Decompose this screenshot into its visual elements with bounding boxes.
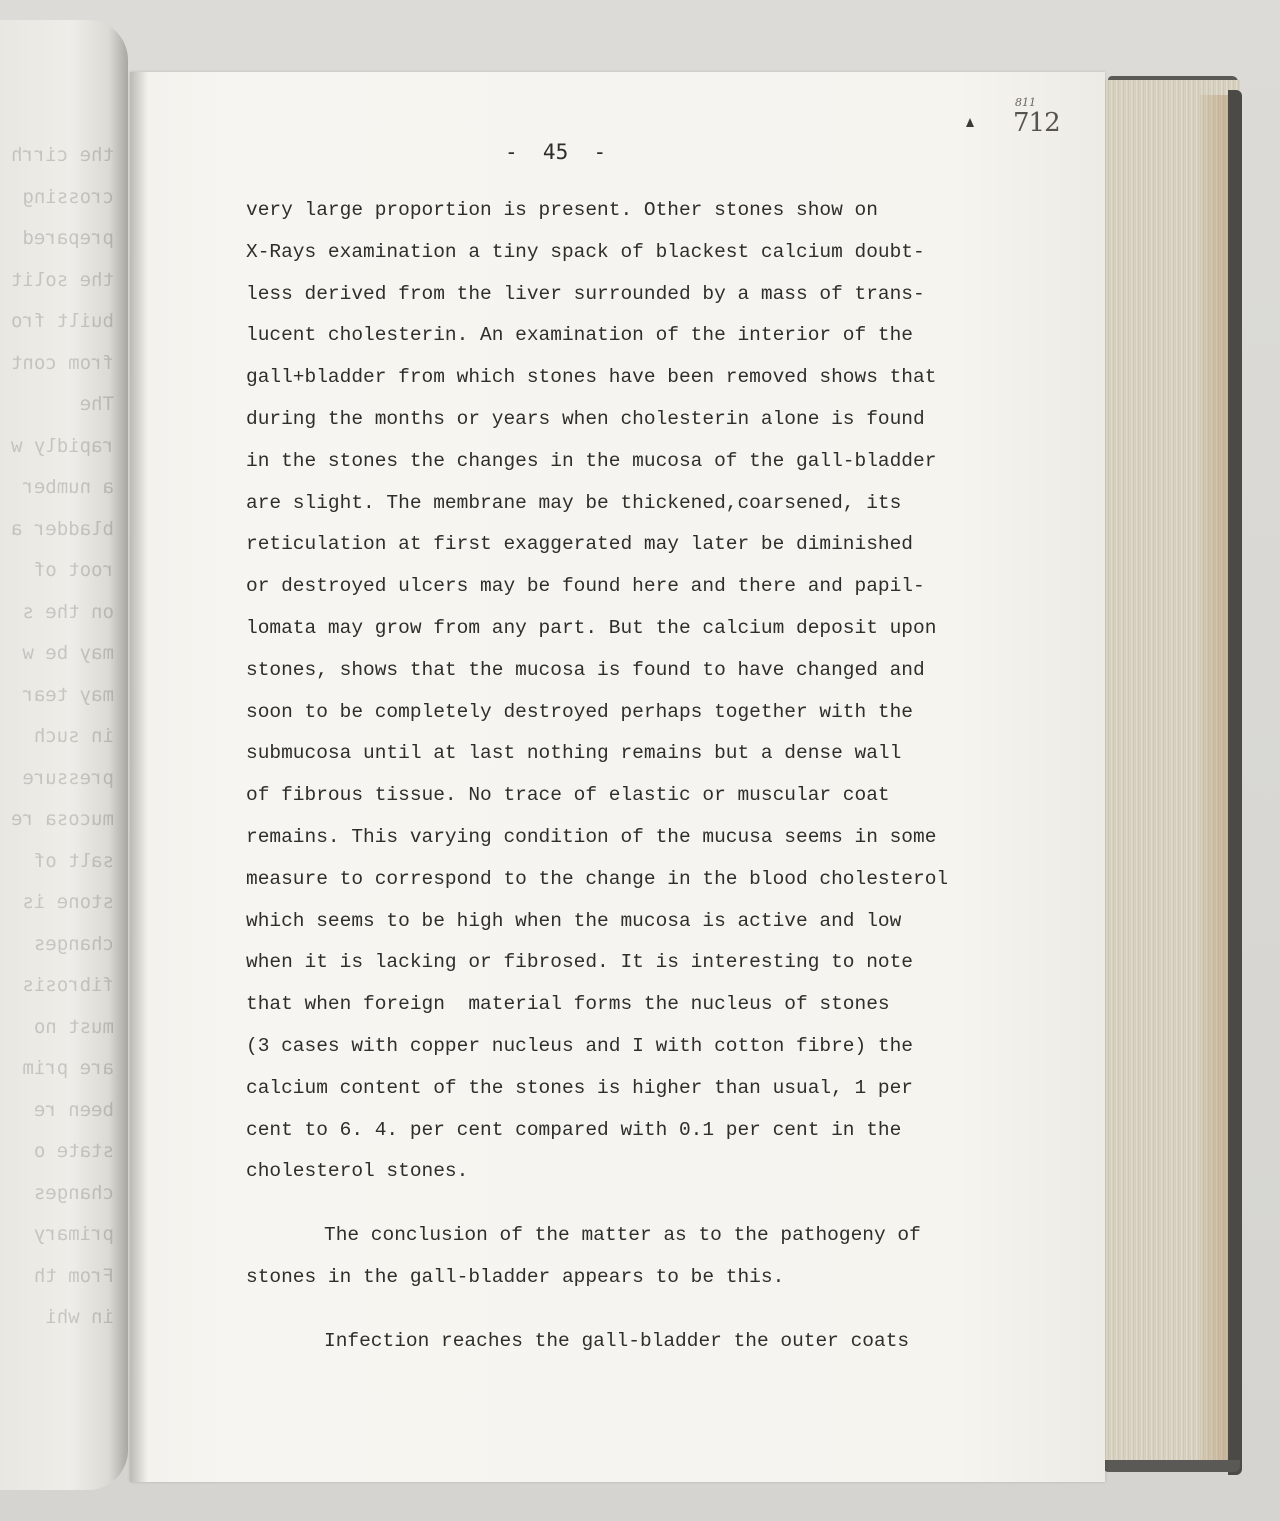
text-line: in the stones the changes in the mucosa of the gall-bladder bbox=[246, 449, 937, 472]
text-line: when it is lacking or fibrosed. It is interesting to note bbox=[246, 951, 914, 974]
bleed-through-line: changes bbox=[33, 1181, 114, 1204]
text-line: reticulation at first exaggerated may later be diminished bbox=[246, 533, 914, 556]
page-number: - 45 - bbox=[505, 140, 607, 164]
bleed-through-line: built fro bbox=[11, 310, 114, 332]
text-line: submucosa until at last nothing remains but a dense wall bbox=[246, 742, 902, 765]
bleed-through-line: From th bbox=[33, 1264, 114, 1287]
page-edges-stain bbox=[1200, 95, 1230, 1465]
text-line: that when foreign material forms the nucleus of stones bbox=[246, 993, 890, 1016]
bleed-through-line: stone is bbox=[22, 891, 114, 913]
bleed-through-line: a number bbox=[22, 476, 114, 498]
text-line: are slight. The membrane may be thickened,coarsened, its bbox=[246, 491, 902, 514]
text-line: gall+bladder from which stones have been removed shows that bbox=[246, 366, 937, 389]
text-line: The conclusion of the matter as to the pathogeny of bbox=[324, 1224, 921, 1247]
text-line: very large proportion is present. Other stones show on bbox=[246, 199, 878, 221]
text-line: less derived from the liver surrounded by a mass of trans- bbox=[246, 282, 925, 305]
text-line: or destroyed ulcers may be found here and there and papil- bbox=[246, 575, 925, 598]
text-line: X-Rays examination a tiny spack of blackest calcium doubt- bbox=[246, 240, 925, 263]
triangle-mark-icon bbox=[966, 118, 974, 127]
folio-annotation: 811 bbox=[1015, 96, 1036, 109]
text-line: stones in the gall-bladder appears to be this. bbox=[246, 1265, 785, 1288]
bleed-through-line: in such bbox=[33, 725, 114, 747]
bleed-through-line: may tear bbox=[22, 683, 114, 706]
bleed-through-line: may be w bbox=[22, 642, 114, 664]
bleed-through-line: prepared bbox=[22, 227, 114, 249]
paragraph-gap bbox=[246, 1299, 1046, 1321]
bleed-through-line: root of bbox=[33, 559, 114, 581]
text-line: lucent cholesterin. An examination of the interior of the bbox=[246, 324, 914, 347]
bleed-through-line: the solit bbox=[11, 268, 114, 291]
bleed-through-line: are prim bbox=[22, 1057, 114, 1079]
facing-page bbox=[0, 20, 128, 1490]
paragraph-gap bbox=[246, 1193, 1046, 1215]
paragraph-3 bbox=[246, 1321, 1046, 1363]
text-line: during the months or years when cholesterin alone is found bbox=[246, 407, 925, 430]
bleed-through-line: salt of bbox=[33, 849, 114, 872]
bleed-through-line: bladder a bbox=[11, 517, 114, 540]
folio-number: 712 bbox=[1013, 108, 1060, 138]
book-cover-edge bbox=[1228, 90, 1242, 1475]
text-line: remains. This varying condition of the mucusa seems in some bbox=[246, 825, 937, 848]
paragraph-2 bbox=[246, 1215, 1046, 1299]
bleed-through-line: primary bbox=[33, 1223, 114, 1245]
bleed-through-line: crossing bbox=[22, 185, 114, 208]
text-line: measure to correspond to the change in the blood cholesterol bbox=[246, 867, 949, 890]
bleed-through-line: the cirrh bbox=[11, 144, 114, 166]
text-line: Infection reaches the gall-bladder the outer coats bbox=[324, 1329, 910, 1352]
bleed-through-line: in whi bbox=[45, 1306, 114, 1328]
bleed-through-line: mucosa re bbox=[11, 808, 114, 830]
bleed-through-line: rapidly w bbox=[11, 434, 114, 457]
bleed-through-line: been re bbox=[33, 1098, 114, 1121]
text-line: soon to be completely destroyed perhaps together with the bbox=[246, 700, 914, 723]
bleed-through-line: from cont bbox=[11, 351, 114, 374]
bleed-through-line: state o bbox=[33, 1140, 114, 1162]
text-line: stones, shows that the mucosa is found to have changed and bbox=[246, 658, 925, 681]
bleed-through-line: The bbox=[79, 393, 114, 415]
text-line: cent to 6. 4. per cent compared with 0.1 per cent in the bbox=[246, 1118, 902, 1141]
text-line: of fibrous tissue. No trace of elastic or muscular coat bbox=[246, 784, 890, 807]
bleed-through-line: on the s bbox=[22, 600, 114, 623]
bleed-through-line: fibrosis bbox=[22, 974, 114, 996]
text-line: calcium content of the stones is higher than usual, 1 per bbox=[246, 1076, 914, 1099]
text-line: lomata may grow from any part. But the calcium deposit upon bbox=[246, 616, 937, 639]
paragraph-1 bbox=[246, 190, 1046, 1193]
bleed-through-line: must no bbox=[33, 1015, 114, 1038]
book-cover-bottom bbox=[1104, 1460, 1240, 1472]
body-text bbox=[246, 190, 1046, 1363]
text-line: (3 cases with copper nucleus and I with cotton fibre) the bbox=[246, 1034, 914, 1057]
text-line: which seems to be high when the mucosa is active and low bbox=[246, 909, 902, 932]
facing-page-bleed-through bbox=[4, 135, 114, 1339]
page-gutter-shadow bbox=[130, 72, 148, 1482]
bleed-through-line: pressure bbox=[22, 766, 114, 789]
text-line: cholesterol stones. bbox=[246, 1160, 469, 1183]
bleed-through-line: changes bbox=[33, 932, 114, 955]
